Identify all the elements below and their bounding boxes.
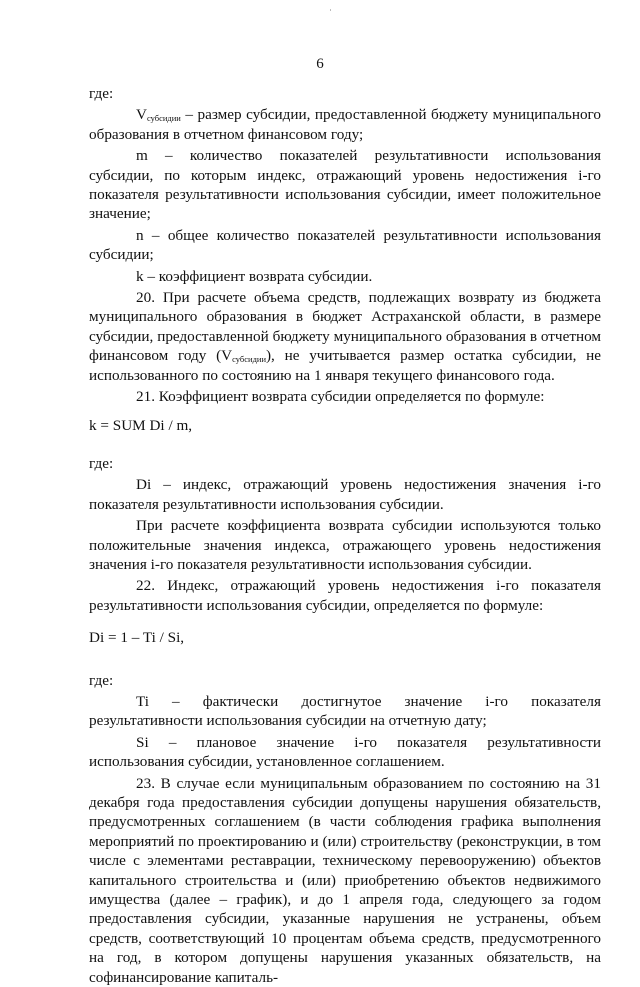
definition-k: k – коэффициент возврата субсидии. xyxy=(136,267,373,285)
definition-n: n – общее количество показателей результативности использования субсидии; xyxy=(89,226,601,264)
definition-m: m – количество показателей результативности использования субсидии, по которым индекс, отражающий уровень недостижения i-го показателя результативности использования субсидии, имеет положительное значение; xyxy=(89,147,601,223)
where-label: где: xyxy=(89,85,114,102)
paragraph-21: 21. Коэффициент возврата субсидии определяется по формуле: xyxy=(136,388,545,406)
v-symbol: V xyxy=(136,106,147,124)
paragraph-22: 22. Индекс, отражающий уровень недостижения i-го показателя результативности использования субсидии, определяется по формуле: xyxy=(89,577,601,614)
document-body xyxy=(89,84,601,987)
page-number: 6 xyxy=(316,56,324,72)
paragraph-20-subscript: субсидии xyxy=(232,354,266,365)
v-subscript: субсидии xyxy=(146,113,181,124)
definition-di: Di – индекс, отражающий уровень недостижения значения i-го показателя результативности использования субсидии. xyxy=(89,476,601,513)
di-note: При расчете коэффициента возврата субсидии используются только положительные значения индекса, отражающего уровень недостижения значения i-го показателя результативности использования субсидии. xyxy=(89,517,601,573)
paragraph-20 xyxy=(89,288,601,385)
where-label: где: xyxy=(89,671,114,689)
where-label: где: xyxy=(89,454,114,472)
definition-ti: Ti – фактически достигнутое значение i-го показателя результативности использования субсидии на отчетную дату; xyxy=(89,692,601,730)
paragraph-20-end: ), не учитывается размер остатка субсидии, не использованного по состоянию на 1 января текущего финансового года. xyxy=(89,347,602,384)
v-definition-text: – размер субсидии, предоставленной бюджету муниципального образования в отчетном финансовом году; xyxy=(89,106,601,143)
paragraph-23: 23. В случае если муниципальным образованием по состоянию на 31 декабря года предоставления субсидии допущены нарушения обязательств, предусмотренных соглашением (в части соблюдения графика выполнения мероприятий по проектированию и (или) строительству (реконструкции, в том числе с элементами реставрации, техническому перевооружению) объектов капитального строительства и (или) приобретению объектов недвижимого имущества (далее – график), и до 1 апреля года, следующего за годом предоставления субсидии, указанные нарушения не устранены, объем средств, соответствующий 10 процентам объема средств, предусмотренного на год, в котором допущены нарушения указанных обязательств, на софинансирование капиталь- xyxy=(89,774,601,986)
formula-k: k = SUM Di / m, xyxy=(89,416,193,434)
scan-mark: ˙ xyxy=(329,8,332,18)
paragraph-20-start: 20. При расчете объема средств, подлежащих возврату из бюджета муниципального образования в бюджет Астраханской области, в размере субсидии, предоставленной бюджету муниципального образования в отчетном финансовом году (V xyxy=(89,289,601,365)
definition-v-subsidy xyxy=(89,105,601,144)
definition-si: Si – плановое значение i-го показателя результативности использования субсидии, установленное соглашением. xyxy=(89,733,601,771)
formula-di: Di = 1 – Ti / Si, xyxy=(89,629,185,647)
